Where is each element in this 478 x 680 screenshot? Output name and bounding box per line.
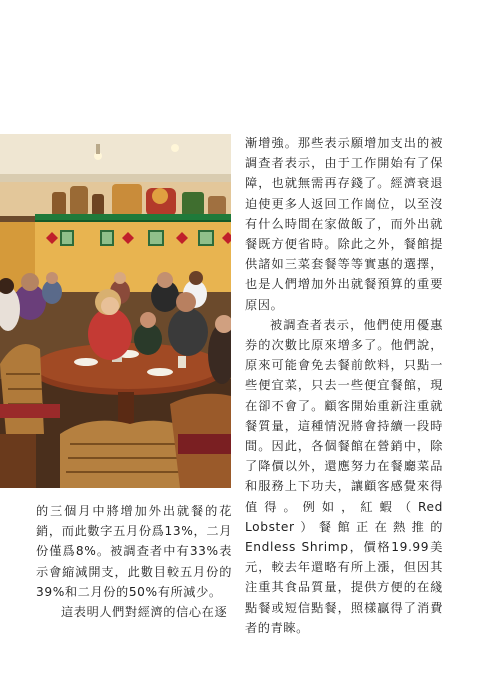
left-text-column: [36, 501, 232, 622]
right-text-column: [245, 133, 443, 638]
paragraph: 漸增強。那些表示願增加支出的被調查者表示，由于工作開始有了保障，也就無需再存錢了。經濟衰退迫使更多人返回工作崗位，以至沒有什么時間在家做飯了，而外出就餐既方便省時。除此之外，餐館提供諸如三菜套餐等等實惠的選擇，也是人們增加外出就餐預算的重要原因。: [245, 136, 443, 312]
paragraph: 的三個月中將增加外出就餐的花銷，而此數字五月份爲13%，二月份僅爲8%。被調查者中有33%表示會縮減開支，此數目較五月份的39%和二月份的50%有所減少。: [36, 504, 232, 599]
restaurant-scene-image: [0, 134, 231, 488]
restaurant-photo: [0, 134, 231, 488]
paragraph: 被調查者表示，他們使用優惠券的次數比原來增多了。他們說，原來可能會免去餐前飲料，只點一些便宜菜，只去一些便宜餐館，現在卻不會了。顧客開始重新注重就餐質量，這種情況將會持續一段時間。因此，各個餐館在營銷中，除了降價以外，還應努力在餐廳菜品和服務上下功夫，讓顧客感覺來得值得。例如，紅蝦（Red Lobster）餐館正在熱推的Endless Shrimp，價格19.99美元，較去年還略有所上漲，但因其注重其食品質量，提供方便的在綫點餐或短信點餐，照樣贏得了消費者的青睞。: [245, 317, 443, 635]
paragraph: 這表明人們對經濟的信心在逐: [61, 605, 228, 620]
